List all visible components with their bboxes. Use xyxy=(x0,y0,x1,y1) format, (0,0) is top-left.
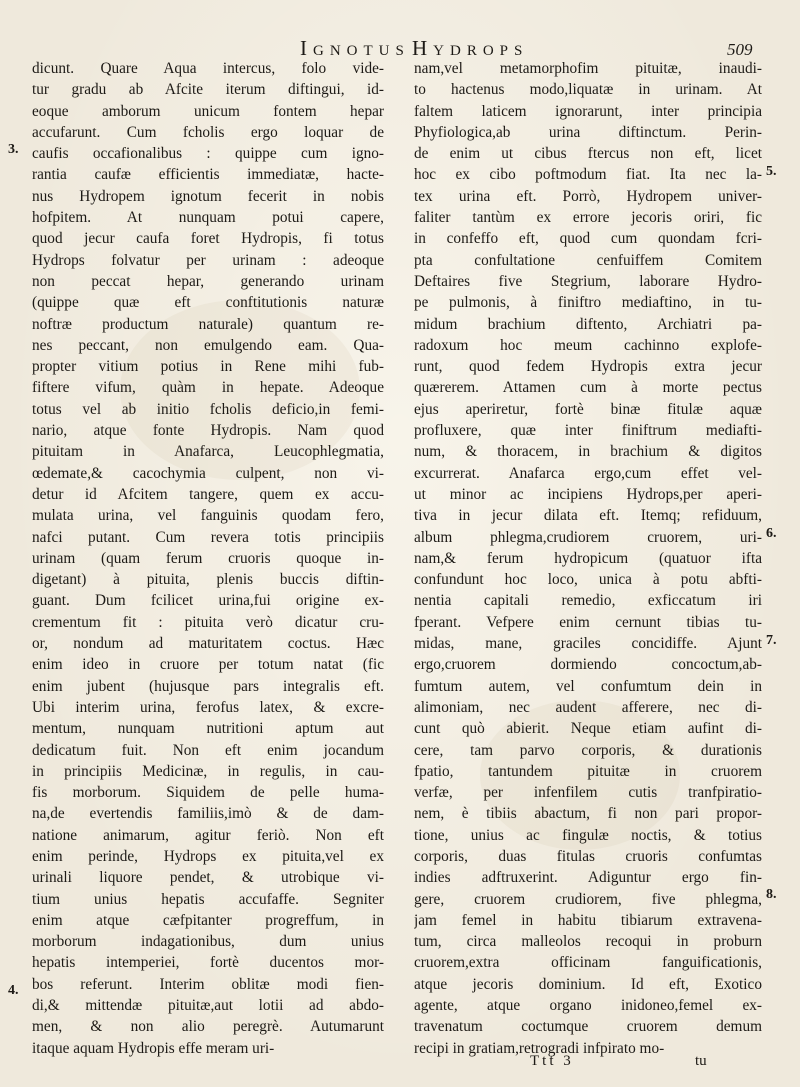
margin-note-4: 4. xyxy=(8,983,19,998)
text-line: quod jecur caufa foret Hydropis, fi totus xyxy=(32,230,384,248)
signature-mark: Ttt 3 xyxy=(530,1053,574,1069)
text-line: gere, cruorem crudiorem, five phlegma, xyxy=(414,890,762,908)
text-line: caufis occafionalibus : quippe cum igno- xyxy=(32,145,384,163)
text-line: enim perinde, Hydrops ex pituita,vel ex xyxy=(32,847,384,865)
text-line: corporis, duas fitulas cruoris confumtas xyxy=(414,847,762,865)
text-line: tur gradu ab Afcite iterum diftingui, id- xyxy=(32,81,384,99)
text-line: nem, è tibiis abactum, fi non pari propor- xyxy=(414,805,762,823)
left-column xyxy=(32,58,384,1059)
text-line: nus Hydropem ignotum fecerit in nobis xyxy=(32,187,384,205)
text-line: jam femel in habitu tibiarum extravena- xyxy=(414,911,762,929)
text-line: cere, tam parvo corporis, & durationis xyxy=(414,741,762,759)
text-line: hoc ex cibo poftmodum fiat. Ita nec la- xyxy=(414,166,762,184)
text-line: or, nondum ad maturitatem coctus. Hæc xyxy=(32,635,384,653)
text-line: enim jubent (hujusque pars integralis eft. xyxy=(32,677,384,695)
text-line: Deftaires five Stegrium, laborare Hydro- xyxy=(414,272,762,290)
text-line: mentum, nunquam nutritioni aptum aut xyxy=(32,720,384,738)
text-line: non peccat hepar, generando urinam xyxy=(32,272,384,290)
text-line: Phyfiologica,ab urina diftinctum. Perin- xyxy=(414,123,762,141)
text-line: Hydrops folvatur per urinam : adeoque xyxy=(32,251,384,269)
text-line: pituitam in Anafarca, Leucophlegmatia, xyxy=(32,443,384,461)
text-line: faltem laticem ignorarunt, inter principia xyxy=(414,102,762,120)
text-line: alimoniam, nec audent afferere, nec di- xyxy=(414,698,762,716)
text-line: midas, mane, graciles concidiffe. Ajunt xyxy=(414,635,762,653)
text-line: cunt quò abierit. Neque etiam aufint di- xyxy=(414,720,762,738)
text-line: nam,& ferum hydropicum (quatuor ifta xyxy=(414,549,762,567)
text-line: to hactenus modo,liquatæ in urinam. At xyxy=(414,81,762,99)
margin-note-5: 5. xyxy=(766,164,777,179)
text-line: accufarunt. Cum fcholis ergo loquar de xyxy=(32,123,384,141)
text-line: fpatio, tantundem pituitæ in cruorem xyxy=(414,762,762,780)
text-line: enim atque cæfpitanter progreffum, in xyxy=(32,911,384,929)
running-head-left: Ignotus xyxy=(300,36,410,60)
text-line: detur id Afcitem tangere, quem ex accu- xyxy=(32,485,384,503)
text-line: indies adftruxerint. Adiguntur ergo fin- xyxy=(414,869,762,887)
text-line: tum, circa malleolos recoqui in proburn xyxy=(414,933,762,951)
text-line: ergo,cruorem dormiendo concoctum,ab- xyxy=(414,656,762,674)
text-line: tiva in jecur dilata eft. Itemq; refiduum, xyxy=(414,507,762,525)
text-line: fis morborum. Siquidem de pelle huma- xyxy=(32,784,384,802)
text-line: Ubi interim urina, ferofus latex, & excre- xyxy=(32,698,384,716)
text-line: radoxum hoc meum cachinno explofe- xyxy=(414,336,762,354)
text-line: rantia caufæ efficientis immediatæ, hacte- xyxy=(32,166,384,184)
page-number: 509 xyxy=(727,40,753,59)
text-line: tione, unius ac fingulæ noctis, & totius xyxy=(414,826,762,844)
text-line: tex urina eft. Porrò, Hydropem univer- xyxy=(414,187,762,205)
text-line: runt, quod fedem Hydropis extra jecur xyxy=(414,358,762,376)
running-head-right: Hydrops xyxy=(412,36,529,60)
text-line: recipi in gratiam,retrogradi infpirato mo- xyxy=(414,1039,665,1057)
text-line: fiftere vifum, quàm in hepate. Adeoque xyxy=(32,379,384,397)
text-line: album phlegma,crudiorem cruorem, uri- xyxy=(414,528,762,546)
text-line: fperant. Vefpere enim cernunt tibias tu- xyxy=(414,613,762,631)
text-line: enim ideo in cruore per totum natat (fic xyxy=(32,656,384,674)
text-line: nentia capitali remedio, exficcatum iri xyxy=(414,592,762,610)
page-footer xyxy=(470,1053,770,1075)
text-line: na,de evertendis familiis,imò & de dam- xyxy=(32,805,384,823)
catchword: tu xyxy=(695,1053,707,1069)
text-line: hofpitem. At nunquam potui capere, xyxy=(32,209,384,227)
text-line: fumtum autem, vel confumtum dein in xyxy=(414,677,762,695)
text-line: excurrerat. Anafarca ergo,cum effet vel- xyxy=(414,464,762,482)
margin-note-7: 7. xyxy=(766,633,777,648)
text-line: noftræ productum naturale) quantum re- xyxy=(32,315,384,333)
text-line: dedicatum fuit. Non eft enim jocandum xyxy=(32,741,384,759)
text-line: natione animarum, agitur feriò. Non eft xyxy=(32,826,384,844)
text-line: dicunt. Quare Aqua intercus, folo vide- xyxy=(32,60,384,77)
text-line: atque jecoris dominium. Id eft, Exotico xyxy=(414,975,762,993)
running-head xyxy=(0,14,800,60)
right-column xyxy=(414,58,762,1059)
text-line: œdemate,& cacochymia culpent, non vi- xyxy=(32,464,384,482)
text-line: propter vitium potius in Rene mihi fub- xyxy=(32,358,384,376)
text-line: nario, atque fonte Hydropis. Nam quod xyxy=(32,422,384,440)
text-line: nes peccant, non emulgendo eam. Qua- xyxy=(32,336,384,354)
text-line: de enim ut cibus ftercus non eft, licet xyxy=(414,145,762,163)
text-line: in principiis Medicinæ, in regulis, in cau- xyxy=(32,762,384,780)
text-line: eoque amborum unicum fontem hepar xyxy=(32,102,384,120)
text-line: urinali liquore pendet, & utrobique vi- xyxy=(32,869,384,887)
text-line: pta confultatione cenfuiffem Comitem xyxy=(414,251,762,269)
text-line: nafci putant. Cum revera totis principiis xyxy=(32,528,384,546)
text-line: urinam (quam ferum cruoris quoque in- xyxy=(32,549,384,567)
text-line: di,& mittendæ pituitæ,aut lotii ad abdo- xyxy=(32,997,384,1015)
text-line: agente, atque organo inidoneo,femel ex- xyxy=(414,997,762,1015)
text-line: guant. Dum fcilicet urina,fui origine ex- xyxy=(32,592,384,610)
text-line: digetant) à pituita, plenis buccis diftin- xyxy=(32,571,384,589)
text-line: travenatum coctumque cruorem demum xyxy=(414,1018,762,1036)
text-line: ejus aperiretur, fortè binæ fitulæ aquæ xyxy=(414,400,762,418)
text-line: totus vel ab initio fcholis deficio,in femi- xyxy=(32,400,384,418)
text-line: verfæ, per infenfilem cutis tranfpiratio- xyxy=(414,784,762,802)
text-line: itaque aquam Hydropis effe meram uri- xyxy=(32,1039,275,1057)
text-line: in confeffo eft, quod cum quondam fcri- xyxy=(414,230,762,248)
text-line: mulata urina, vel fanguinis quodam fero, xyxy=(32,507,384,525)
margin-note-3: 3. xyxy=(8,142,19,157)
text-line: num, & thoracem, in brachium & digitos xyxy=(414,443,762,461)
text-line: crementum fit : pituita verò dicatur cru- xyxy=(32,613,384,631)
margin-note-6: 6. xyxy=(766,526,777,541)
margin-note-8: 8. xyxy=(766,887,777,902)
text-line: pe pulmonis, à finiftro mediaftino, in tu- xyxy=(414,294,762,312)
text-line: nam,vel metamorphofim pituitæ, inaudi- xyxy=(414,60,762,77)
text-line: bos referunt. Interim oblitæ modi fien- xyxy=(32,975,384,993)
text-line: (quippe quæ eft conftitutionis naturæ xyxy=(32,294,384,312)
text-line: ut minor ac incipiens Hydrops,per aperi- xyxy=(414,485,762,503)
text-line: midum brachium diftento, Archiatri pa- xyxy=(414,315,762,333)
text-line: confundunt hoc loco, unica à potu abfti- xyxy=(414,571,762,589)
text-line: cruorem,extra officinam fanguificationis, xyxy=(414,954,762,972)
text-line: profluxere, quæ inter finiftrum mediafti- xyxy=(414,422,762,440)
text-line: morborum indagationibus, dum unius xyxy=(32,933,384,951)
text-line: hepatis intemperiei, fortè ducentos mor- xyxy=(32,954,384,972)
text-line: quærerem. Attamen cum à morte pectus xyxy=(414,379,762,397)
text-line: faliter tantùm ex errore jecoris oriri, fic xyxy=(414,209,762,227)
text-line: men, & non alio peregrè. Autumarunt xyxy=(32,1018,384,1036)
text-line: tium unius hepatis accufaffe. Segniter xyxy=(32,890,384,908)
